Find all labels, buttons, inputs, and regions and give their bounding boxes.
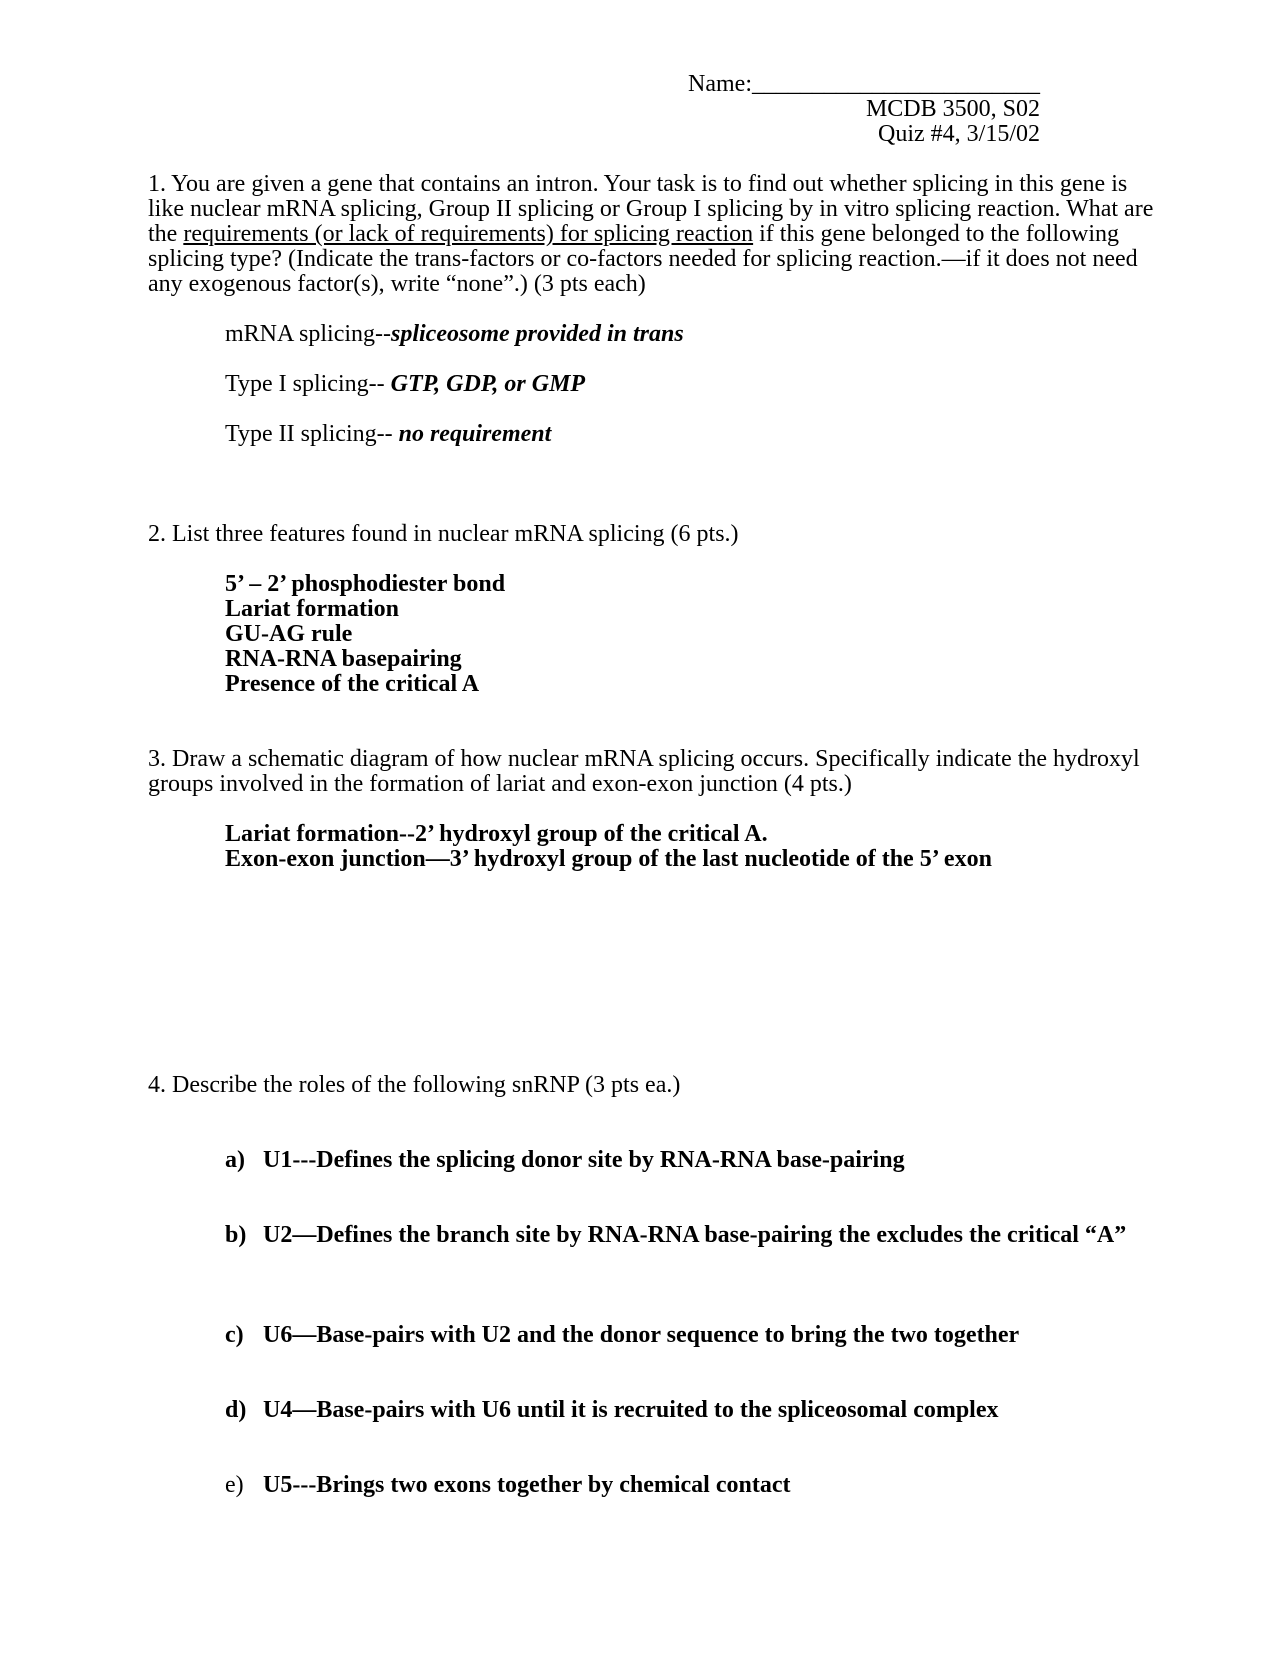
q1-answer-mrna xyxy=(225,322,684,347)
list-item xyxy=(225,1223,1145,1248)
item-text: U5---Brings two exons together by chemical contact xyxy=(263,1472,791,1498)
item-label: d) xyxy=(225,1397,247,1423)
answer-value: GTP, GDP, or GMP xyxy=(390,371,586,397)
item-label: a) xyxy=(225,1147,245,1173)
answer-label: Type II splicing-- xyxy=(225,421,399,447)
q2-answer-2: Lariat formation xyxy=(225,596,399,622)
item-label: b) xyxy=(225,1222,247,1248)
q1-text-after: if this gene belonged to the following splicing type? (Indicate the trans-factors or co-factors needed for splicing reaction.—if it does not need any exogenous factor(s), write “none”.) (3 pts each) xyxy=(148,221,1138,297)
item-label: e) xyxy=(225,1472,244,1498)
answer-label: Type I splicing-- xyxy=(225,371,391,397)
q1-text-before: 1. You are given a gene that contains an intron. Your task is to find out whether splicing in this gene is like nuclear mRNA splicing, Group II splicing or Group I splicing by in vitro splicing reaction. What are the xyxy=(148,171,1154,247)
answer-value: no requirement xyxy=(398,421,552,447)
q1-answer-type2 xyxy=(225,422,551,447)
q2-answer-5: Presence of the critical A xyxy=(225,671,480,697)
question-3: 3. Draw a schematic diagram of how nuclear mRNA splicing occurs. Specifically indicate the hydroxyl groups involved in the formation of lariat and exon-exon junction (4 pts.) xyxy=(148,746,1140,797)
item-label: c) xyxy=(225,1322,244,1348)
q2-answer-3: GU-AG rule xyxy=(225,621,353,647)
quiz-label: Quiz #4, 3/15/02 xyxy=(878,121,1040,147)
q1-text-underlined: requirements (or lack of requirements) for splicing reaction xyxy=(183,221,754,247)
q1-answer-type1 xyxy=(225,372,585,397)
item-text: U6—Base-pairs with U2 and the donor sequence to bring the two together xyxy=(263,1322,1020,1348)
q3-answer-2: Exon-exon junction—3’ hydroxyl group of the last nucleotide of the 5’ exon xyxy=(225,846,992,872)
name-field: Name:________________________ xyxy=(688,71,1040,97)
list-item xyxy=(225,1323,1145,1348)
q3-answer-1: Lariat formation--2’ hydroxyl group of the critical A. xyxy=(225,821,768,847)
list-item xyxy=(225,1398,1145,1423)
item-text: U2—Defines the branch site by RNA-RNA base-pairing the excludes the critical “A” xyxy=(263,1222,1127,1248)
course-label: MCDB 3500, S02 xyxy=(865,96,1040,122)
question-1 xyxy=(148,172,1168,297)
question-4: 4. Describe the roles of the following snRNP (3 pts ea.) xyxy=(148,1072,681,1098)
q2-answer-4: RNA-RNA basepairing xyxy=(225,646,462,672)
item-text: U1---Defines the splicing donor site by RNA-RNA base-pairing xyxy=(263,1147,905,1173)
answer-label: mRNA splicing-- xyxy=(225,321,391,347)
item-text: U4—Base-pairs with U6 until it is recruited to the spliceosomal complex xyxy=(263,1397,999,1423)
list-item xyxy=(225,1473,1145,1498)
answer-value: spliceosome provided in trans xyxy=(391,321,684,347)
q2-answer-1: 5’ – 2’ phosphodiester bond xyxy=(225,571,506,597)
question-2: 2. List three features found in nuclear mRNA splicing (6 pts.) xyxy=(148,521,739,547)
list-item xyxy=(225,1148,1145,1173)
